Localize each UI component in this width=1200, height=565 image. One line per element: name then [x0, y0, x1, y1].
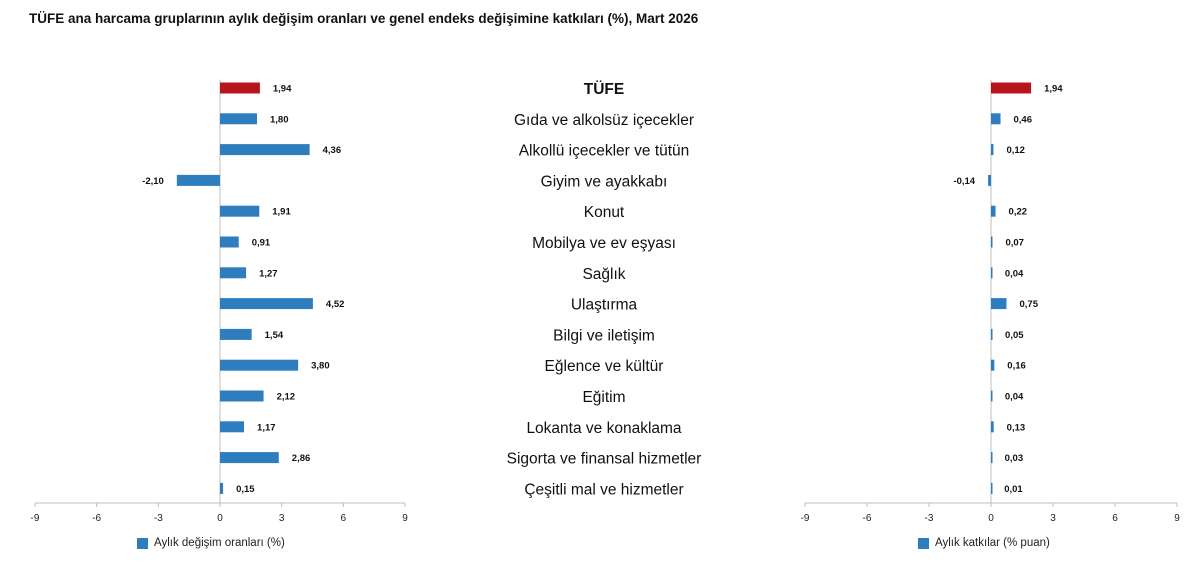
rates-data-label-2: 4,36: [322, 145, 342, 157]
contrib-data-label-5: 0,07: [1005, 237, 1024, 249]
rates-bar-8: [220, 329, 252, 340]
rates-bar-9: [220, 360, 298, 371]
contrib-tick-label-6: 9: [1174, 513, 1180, 524]
rates-tick-label-3: 0: [217, 513, 223, 524]
rates-bar-13: [220, 483, 223, 494]
category-label-7: Ulaştırma: [570, 296, 638, 314]
category-label-10: Eğitim: [582, 389, 626, 406]
legend-left-swatch: [137, 538, 148, 549]
contrib-tick-label-3: 0: [988, 513, 994, 524]
legend-left-label: Aylık değişim oranları (%): [154, 537, 285, 549]
contrib-bar-5: [991, 237, 993, 248]
rates-tick-label-0: -9: [30, 513, 40, 524]
chart-title: TÜFE ana harcama gruplarının aylık değişim oranları ve genel endeks değişimine katkıları (%), Mart 2026: [29, 11, 699, 26]
category-label-0: TÜFE: [583, 81, 625, 98]
contrib-bar-12: [991, 452, 993, 463]
rates-data-label-0: 1,94: [272, 83, 292, 95]
category-label-13: Çeşitli mal ve hizmetler: [524, 481, 684, 499]
rates-bar-6: [220, 267, 246, 278]
contrib-bar-3: [988, 175, 991, 186]
rates-bar-10: [220, 391, 264, 402]
contrib-tick-label-4: 3: [1050, 513, 1056, 524]
contrib-data-label-1: 0,46: [1013, 114, 1033, 126]
contrib-bar-13: [991, 483, 993, 494]
rates-data-label-3: -2,10: [142, 175, 164, 187]
category-label-12: Sigorta ve finansal hizmetler: [506, 450, 702, 468]
contrib-tick-label-1: -6: [862, 513, 872, 524]
category-label-8: Bilgi ve iletişim: [553, 327, 655, 345]
rates-data-label-11: 1,17: [257, 422, 276, 434]
rates-bar-0: [220, 83, 260, 94]
legend-right-swatch: [918, 538, 929, 549]
contrib-data-label-6: 0,04: [1004, 268, 1024, 280]
rates-bar-7: [220, 298, 313, 309]
contrib-bar-1: [991, 113, 1001, 124]
rates-tick-label-6: 9: [402, 513, 408, 524]
rates-tick-label-5: 6: [340, 513, 347, 524]
rates-data-label-6: 1,27: [259, 268, 278, 280]
rates-data-label-1: 1,80: [270, 114, 289, 126]
contrib-data-label-3: -0,14: [953, 175, 976, 187]
category-label-5: Mobilya ve ev eşyası: [532, 235, 676, 252]
contrib-data-label-7: 0,75: [1019, 299, 1038, 311]
contrib-tick-label-5: 6: [1112, 513, 1118, 524]
category-label-9: Eğlence ve kültür: [544, 358, 664, 376]
contrib-bar-6: [991, 267, 993, 278]
category-label-4: Konut: [583, 204, 625, 222]
category-label-1: Gıda ve alkolsüz içecekler: [513, 111, 695, 129]
contrib-bar-8: [991, 329, 993, 340]
rates-bar-2: [220, 144, 310, 155]
contrib-tick-label-0: -9: [800, 513, 810, 524]
rates-data-label-8: 1,54: [264, 329, 284, 341]
contrib-data-label-9: 0,16: [1007, 360, 1026, 372]
rates-bar-4: [220, 206, 259, 217]
contrib-data-label-8: 0,05: [1005, 329, 1024, 341]
contrib-bar-2: [991, 144, 993, 155]
contrib-data-label-10: 0,04: [1004, 391, 1024, 403]
contrib-data-label-2: 0,12: [1006, 145, 1025, 157]
rates-data-label-10: 2,12: [276, 391, 296, 403]
legend-right-label: Aylık katkılar (% puan): [935, 537, 1050, 549]
contrib-bar-9: [991, 360, 994, 371]
category-label-2: Alkollü içecekler ve tütün: [518, 142, 690, 160]
contrib-bar-11: [991, 421, 994, 432]
rates-bar-3: [177, 175, 220, 186]
contrib-data-label-11: 0,13: [1006, 422, 1026, 434]
category-label-6: Sağlık: [582, 265, 626, 283]
legend-left: [137, 537, 285, 549]
rates-data-label-5: 0,91: [251, 237, 271, 249]
contrib-data-label-0: 1,94: [1044, 83, 1063, 95]
category-label-11: Lokanta ve konaklama: [526, 419, 682, 437]
contrib-bar-7: [991, 298, 1007, 309]
contrib-tick-label-2: -3: [924, 513, 934, 524]
rates-bar-11: [220, 421, 244, 432]
rates-tick-label-1: -6: [92, 513, 102, 524]
rates-bar-1: [220, 113, 257, 124]
rates-tick-label-2: -3: [153, 513, 163, 524]
rates-data-label-9: 3,80: [311, 360, 330, 372]
contrib-bar-4: [991, 206, 996, 217]
contrib-data-label-13: 0,01: [1004, 483, 1023, 495]
category-label-3: Giyim ve ayakkabı: [540, 173, 668, 191]
contrib-bar-0: [991, 83, 1031, 94]
contrib-data-label-12: 0,03: [1004, 453, 1024, 465]
rates-data-label-7: 4,52: [325, 299, 345, 311]
rates-data-label-12: 2,86: [291, 453, 311, 465]
rates-bar-12: [220, 452, 279, 463]
rates-tick-label-4: 3: [278, 513, 285, 524]
rates-data-label-4: 1,91: [272, 206, 291, 218]
contrib-bar-10: [991, 391, 993, 402]
legend-right: [918, 537, 1050, 549]
contrib-data-label-4: 0,22: [1008, 206, 1028, 218]
rates-bar-5: [220, 237, 239, 248]
rates-data-label-13: 0,15: [236, 483, 255, 495]
